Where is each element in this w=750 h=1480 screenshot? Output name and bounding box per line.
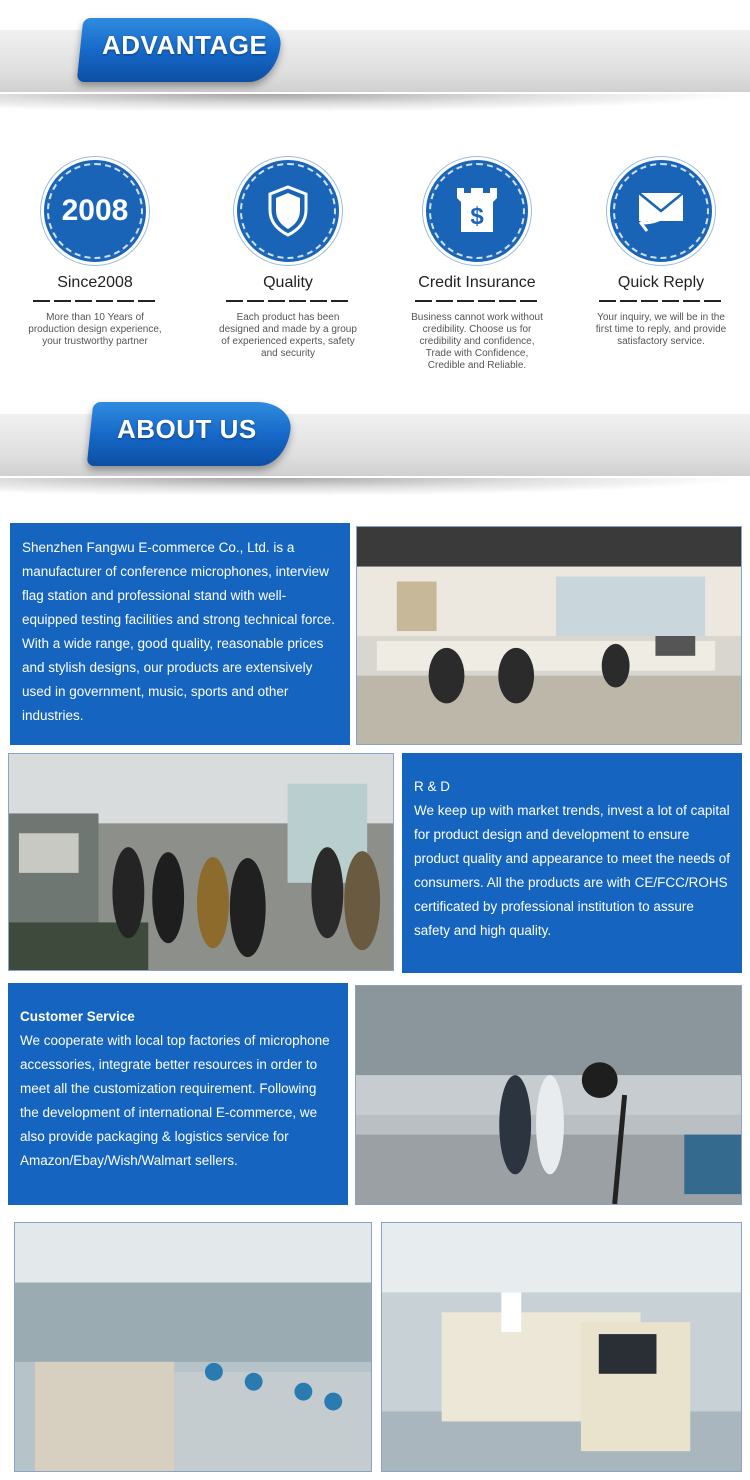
smt-machine-photo [381, 1222, 742, 1472]
about-title: ABOUT US [117, 414, 257, 444]
advantage-title: Credit Insurance [418, 274, 536, 291]
advantage-desc: Each product has been designed and made by a group of experienced experts, safety and security [219, 312, 357, 359]
advantage-banner [0, 18, 750, 113]
about-intro-text: Shenzhen Fangwu E-commerce Co., Ltd. is a manufacturer of conference microphones, interview flag station and professional stand with well-equipped testing facilities and strong technical force. With a wide range, good quality, reasonable prices and stylish designs, our products are extensively used in government, music, sports and other industries. [22, 540, 335, 723]
advantage-desc: Business cannot work without credibility. Choose us for credibility and confidence, Trade with Confidence, Credible and Reliable. [411, 312, 543, 371]
assembly-line-photo [14, 1222, 372, 1472]
customer-service-title: Customer Service [20, 1009, 135, 1024]
dashed-divider [226, 300, 350, 302]
envelope-reply-icon [613, 163, 709, 259]
advantage-title: Quality [263, 274, 313, 291]
year-badge-ring [40, 156, 150, 266]
customer-service-box [8, 983, 348, 1205]
advantage-quality [198, 156, 378, 360]
advantage-quick-reply [571, 156, 750, 348]
svg-text:$: $ [470, 203, 484, 230]
shield-icon [240, 163, 336, 259]
advantage-title: ADVANTAGE [102, 30, 268, 60]
envelope-ring [606, 156, 716, 266]
customer-service-text: We cooperate with local top factories of microphone accessories, integrate better resources in order to meet all the customization requirement. Following the development of international E-commerce, we also provide packaging & logistics service for Amazon/Ebay/Wish/Walmart sellers. [20, 1033, 330, 1168]
dashed-divider [33, 300, 157, 302]
lab-visit-photo [8, 753, 394, 971]
office-photo [356, 526, 742, 745]
advantage-title: Since2008 [57, 274, 133, 291]
advantage-desc: More than 10 Years of production design experience, your trustworthy partner [28, 312, 162, 347]
banner-shadow [0, 94, 750, 112]
dashed-divider [599, 300, 723, 302]
year-badge-text: 2008 [61, 194, 129, 227]
shield-ring [233, 156, 343, 266]
rd-title: R & D [414, 779, 451, 794]
year-badge [47, 163, 143, 259]
advantage-since2008 [5, 156, 185, 348]
dollar-tower-icon [429, 163, 525, 259]
rd-text: We keep up with market trends, invest a lot of capital for product design and development to ensure product quality and appearance to meet the needs of consumers. All the products are with CE/FCC/ROHS certificated by professional institution to assure safety and high quality. [414, 803, 730, 938]
banner-shadow [0, 478, 750, 496]
about-intro-box [10, 523, 350, 745]
rd-box [402, 753, 742, 973]
factory-photo [355, 985, 742, 1205]
about-banner [0, 402, 750, 497]
dollar-ring [422, 156, 532, 266]
advantage-desc: Your inquiry, we will be in the first time to reply, and provide satisfactory service. [595, 312, 727, 347]
advantage-title: Quick Reply [617, 274, 705, 291]
dashed-divider [415, 300, 539, 302]
advantage-credit-insurance [387, 156, 567, 372]
